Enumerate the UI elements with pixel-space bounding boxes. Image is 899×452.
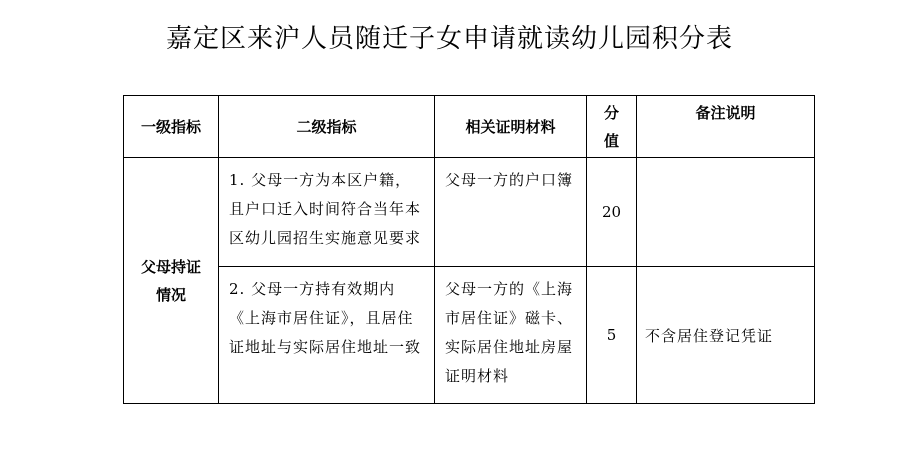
indicator-cell: 1. 父母一方为本区户籍，且户口迁入时间符合当年本区幼儿园招生实施意见要求 bbox=[219, 158, 435, 267]
table-row bbox=[124, 158, 815, 267]
header-remarks: 备注说明 bbox=[637, 96, 815, 158]
document-title: 嘉定区来沪人员随迁子女申请就读幼儿园积分表 bbox=[165, 24, 733, 54]
remarks-cell bbox=[637, 158, 815, 267]
header-score bbox=[587, 96, 637, 158]
score-cell: 20 bbox=[587, 158, 637, 267]
category-line1: 父母持证 bbox=[140, 257, 201, 276]
header-proof: 相关证明材料 bbox=[435, 96, 587, 158]
category-line2: 情况 bbox=[155, 285, 186, 304]
category-cell bbox=[124, 158, 219, 404]
proof-cell: 父母一方的《上海市居住证》磁卡、实际居住地址房屋证明材料 bbox=[435, 267, 587, 404]
header-level1: 一级指标 bbox=[124, 96, 219, 158]
proof-cell: 父母一方的户口簿 bbox=[435, 158, 587, 267]
score-cell: 5 bbox=[587, 267, 637, 404]
score-table bbox=[123, 95, 815, 404]
header-score-line2: 值 bbox=[603, 131, 619, 150]
remarks-cell: 不含居住登记凭证 bbox=[637, 267, 815, 404]
indicator-cell: 2. 父母一方持有效期内《上海市居住证》，且居住证地址与实际居住地址一致 bbox=[219, 267, 435, 404]
header-level2: 二级指标 bbox=[219, 96, 435, 158]
table-row bbox=[124, 267, 815, 404]
header-row bbox=[124, 96, 815, 158]
header-score-line1: 分 bbox=[603, 103, 619, 122]
